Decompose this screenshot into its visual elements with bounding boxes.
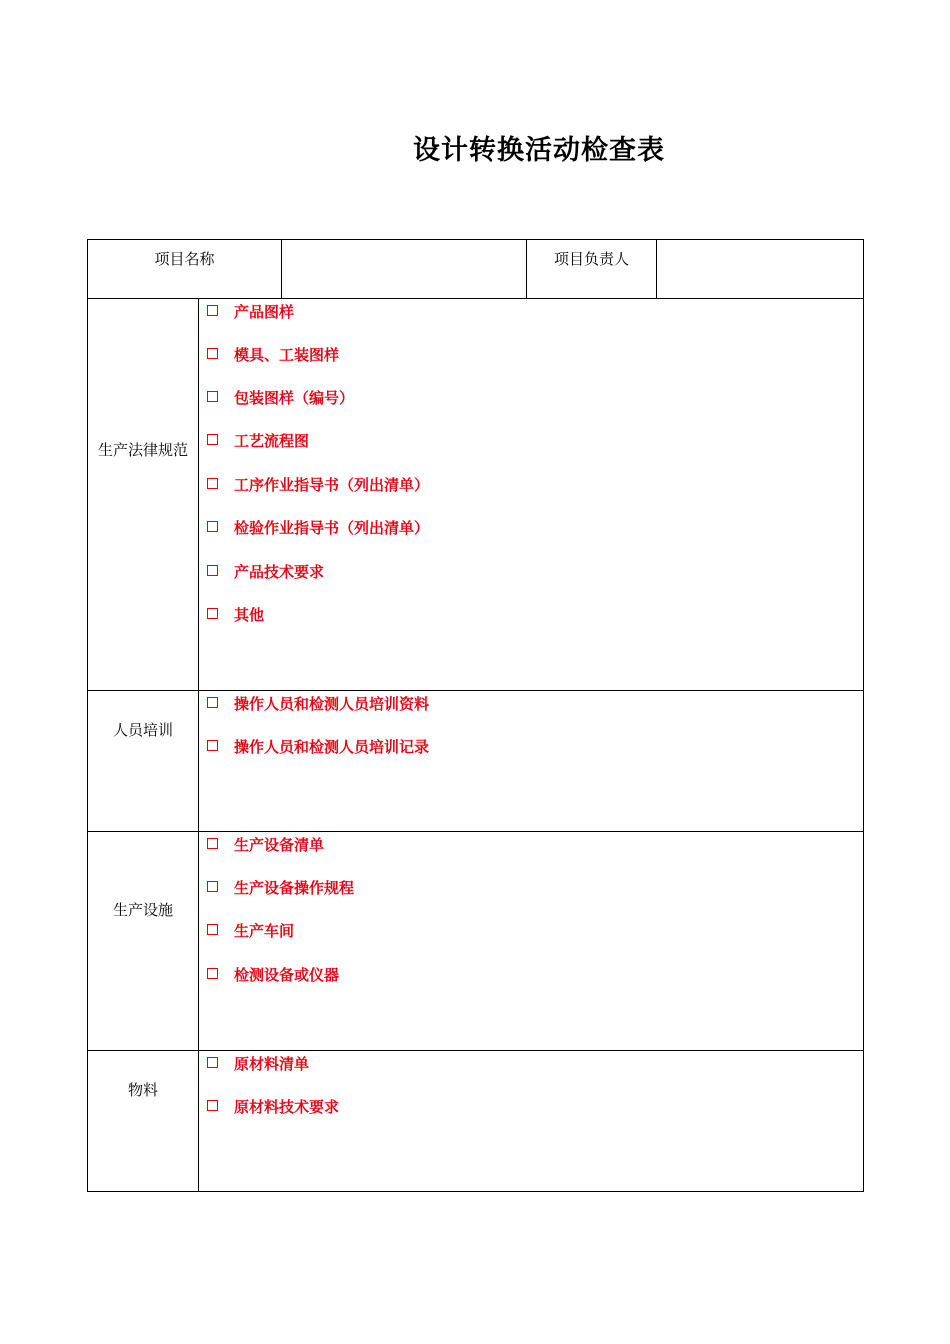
section-label-materials: 物料 — [127, 1081, 158, 1099]
checklist-item[interactable] — [207, 964, 339, 986]
table-divider — [656, 239, 657, 299]
table-border-bottom — [87, 1191, 864, 1192]
checkbox[interactable] — [207, 434, 218, 445]
checklist-item-label: 生产设备清单 — [234, 836, 325, 854]
table-divider — [87, 298, 864, 299]
checklist-item[interactable] — [207, 517, 429, 539]
checkbox[interactable] — [207, 740, 218, 751]
checkbox[interactable] — [207, 391, 218, 402]
checklist-item-label: 操作人员和检测人员培训记录 — [234, 738, 430, 756]
checkbox[interactable] — [207, 348, 218, 359]
section-label-personnel-training: 人员培训 — [112, 721, 173, 739]
checklist-item-label: 生产车间 — [234, 922, 295, 940]
checklist-item-label: 模具、工装图样 — [234, 346, 340, 364]
checklist-item-label: 检测设备或仪器 — [234, 966, 340, 984]
table-divider — [87, 1050, 864, 1051]
checklist-item-label: 包装图样（编号） — [234, 389, 355, 407]
section-label-production-facilities: 生产设施 — [112, 901, 173, 919]
checklist-item[interactable] — [207, 387, 354, 409]
checklist-item[interactable] — [207, 834, 324, 856]
checklist-item[interactable] — [207, 561, 324, 583]
checkbox[interactable] — [207, 838, 218, 849]
checkbox[interactable] — [207, 608, 218, 619]
table-divider — [87, 690, 864, 691]
checklist-item-label: 产品技术要求 — [234, 563, 325, 581]
checklist-item-label: 其他 — [234, 606, 265, 624]
checklist-item-label: 工序作业指导书（列出清单） — [234, 476, 430, 494]
checkbox[interactable] — [207, 697, 218, 708]
table-border-top — [87, 239, 864, 240]
checkbox[interactable] — [207, 968, 218, 979]
checklist-item-label: 产品图样 — [234, 303, 295, 321]
table-divider — [198, 298, 199, 1192]
project-name-label: 项目名称 — [154, 250, 215, 268]
table-divider — [87, 831, 864, 832]
checkbox[interactable] — [207, 565, 218, 576]
checklist-item-label: 检验作业指导书（列出清单） — [234, 519, 430, 537]
checklist-item[interactable] — [207, 301, 294, 323]
table-divider — [281, 239, 282, 299]
checklist-item[interactable] — [207, 877, 354, 899]
checklist-item-label: 原材料清单 — [234, 1055, 310, 1073]
checklist-item[interactable] — [207, 474, 429, 496]
checkbox[interactable] — [207, 1057, 218, 1068]
checklist-item[interactable] — [207, 1096, 339, 1118]
checkbox[interactable] — [207, 521, 218, 532]
checklist-item-label: 生产设备操作规程 — [234, 879, 355, 897]
checklist-item[interactable] — [207, 693, 429, 715]
section-label-production-regulations: 生产法律规范 — [97, 441, 188, 459]
project-lead-label: 项目负责人 — [553, 250, 629, 268]
checklist-item-label: 工艺流程图 — [234, 432, 310, 450]
checkbox[interactable] — [207, 478, 218, 489]
checkbox[interactable] — [207, 305, 218, 316]
checklist-item[interactable] — [207, 736, 429, 758]
checklist-item[interactable] — [207, 344, 339, 366]
checklist-item[interactable] — [207, 430, 309, 452]
checkbox[interactable] — [207, 881, 218, 892]
checklist-item-label: 操作人员和检测人员培训资料 — [234, 695, 430, 713]
checklist-item[interactable] — [207, 604, 264, 626]
checkbox[interactable] — [207, 1100, 218, 1111]
checklist-item[interactable] — [207, 920, 294, 942]
page-title: 设计转换活动检查表 — [413, 135, 665, 166]
checklist-item[interactable] — [207, 1053, 309, 1075]
checkbox[interactable] — [207, 924, 218, 935]
checklist-item-label: 原材料技术要求 — [234, 1098, 340, 1116]
table-border-right — [863, 239, 864, 1192]
